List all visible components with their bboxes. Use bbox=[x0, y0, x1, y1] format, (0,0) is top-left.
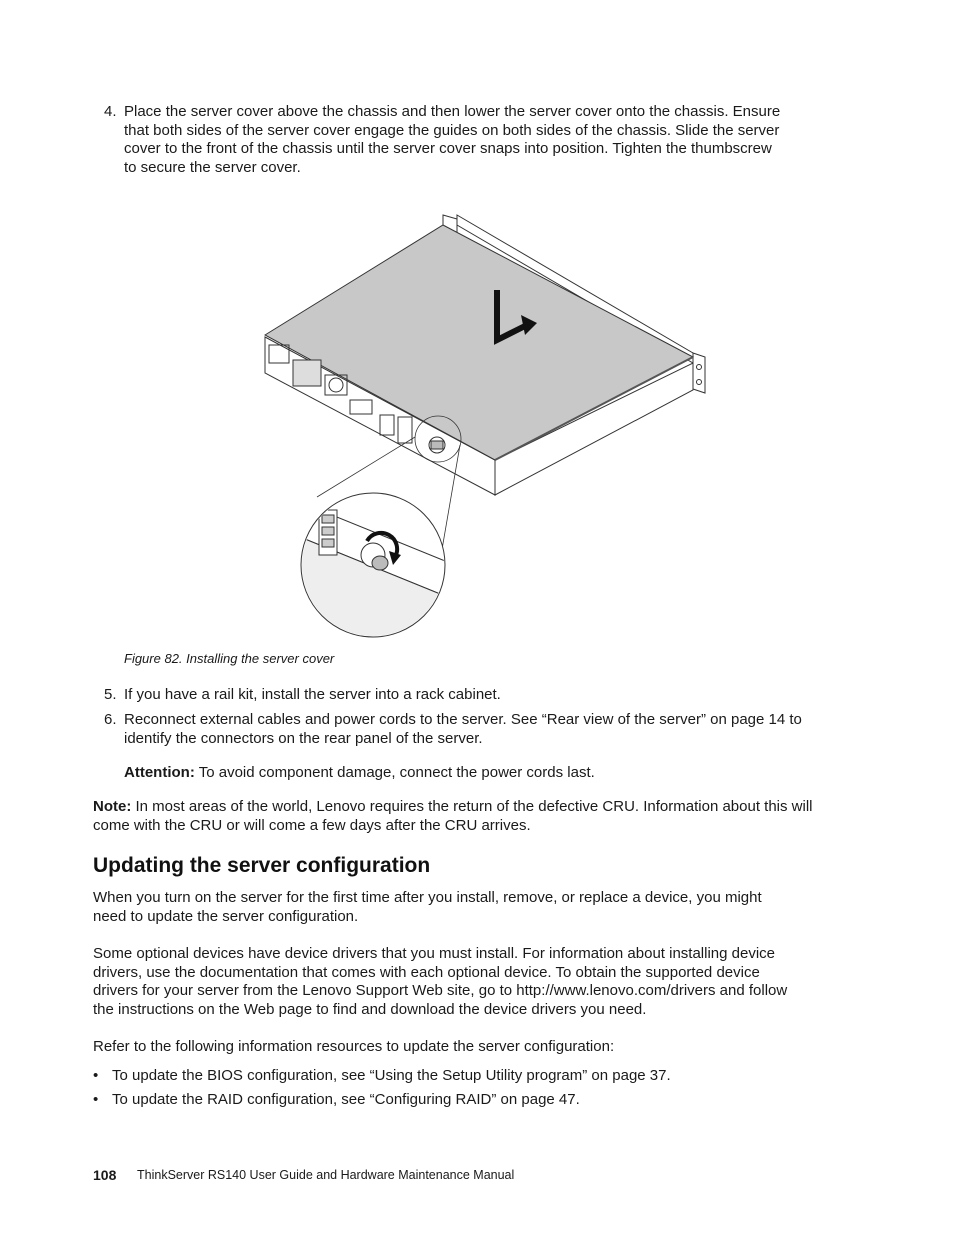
step-5-text: If you have a rail kit, install the server into a rack cabinet. bbox=[124, 686, 501, 703]
step-5-number: 5. bbox=[104, 686, 117, 703]
section-heading: Updating the server configuration bbox=[93, 854, 431, 877]
para2-line-2: drivers, use the documentation that comes with each optional device. To obtain the supported device bbox=[93, 964, 760, 981]
step-4-number: 4. bbox=[104, 103, 117, 120]
bullet-marker: • bbox=[93, 1091, 99, 1108]
para2-line-4: the instructions on the Web page to find and download the device drivers you need. bbox=[93, 1001, 647, 1018]
step-6-line-2: identify the connectors on the rear panel of the server. bbox=[124, 730, 483, 747]
step-4-line-2: that both sides of the server cover engage the guides on both sides of the chassis. Slide the server bbox=[124, 122, 780, 139]
bullet-item-bios: To update the BIOS configuration, see “Using the Setup Utility program” on page 37. bbox=[112, 1067, 671, 1084]
attention-note bbox=[124, 764, 595, 783]
step-6-line-1: Reconnect external cables and power cords to the server. See “Rear view of the server” on page 14 to bbox=[124, 711, 802, 728]
step-4-line-3: cover to the front of the chassis until the server cover snaps into position. Tighten the thumbscrew bbox=[124, 140, 772, 157]
figure-caption: Figure 82. Installing the server cover bbox=[124, 651, 335, 666]
para2-line-3: drivers for your server from the Lenovo Support Web site, go to http://www.lenovo.com/drivers and follow bbox=[93, 982, 788, 999]
server-cover-illustration bbox=[255, 205, 715, 645]
para3: Refer to the following information resources to update the server configuration: bbox=[93, 1038, 615, 1055]
step-4-line-1: Place the server cover above the chassis and then lower the server cover onto the chassis. Ensure bbox=[124, 103, 781, 120]
para1-line-2: need to update the server configuration. bbox=[93, 908, 359, 925]
note-line-1 bbox=[93, 798, 813, 817]
para2-line-1: Some optional devices have device drivers that you must install. For information about installing device bbox=[93, 945, 776, 962]
page-number: 108 bbox=[93, 1167, 117, 1183]
step-4-line-4: to secure the server cover. bbox=[124, 159, 301, 176]
para1-line-1: When you turn on the server for the first time after you install, remove, or replace a device, you might bbox=[93, 889, 762, 906]
note-text-1: In most areas of the world, Lenovo requires the return of the defective CRU. Information about this will bbox=[135, 798, 813, 815]
step-6-number: 6. bbox=[104, 711, 117, 728]
attention-text: To avoid component damage, connect the power cords last. bbox=[198, 764, 595, 781]
footer-title: ThinkServer RS140 User Guide and Hardware Maintenance Manual bbox=[137, 1168, 515, 1182]
bullet-item-raid: To update the RAID configuration, see “Configuring RAID” on page 47. bbox=[112, 1091, 580, 1108]
attention-label: Attention: bbox=[124, 764, 195, 781]
bullet-marker: • bbox=[93, 1067, 99, 1084]
note-label: Note: bbox=[93, 798, 132, 815]
note-line-2: come with the CRU or will come a few days after the CRU arrives. bbox=[93, 817, 531, 834]
